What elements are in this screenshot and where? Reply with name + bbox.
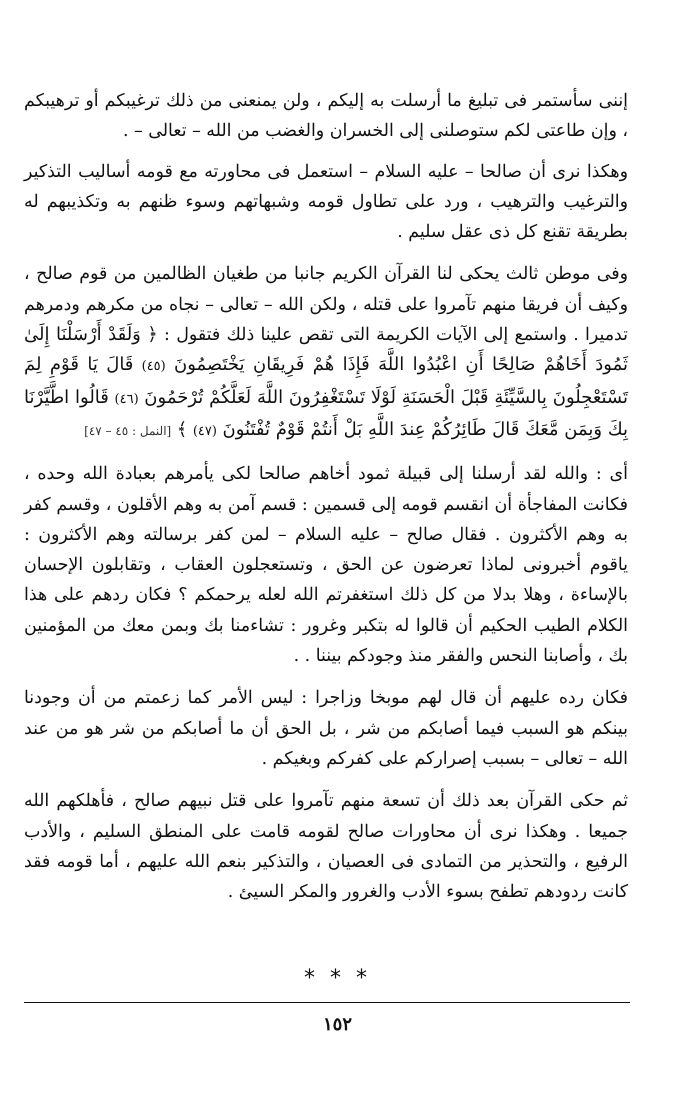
paragraph-6: ثم حكى القرآن بعد ذلك أن تسعة منهم تآمروا على قتل نبيهم صالح ، فأهلكهم الله جميعا . وهكذا نرى أن محاورات صالح لقومه قامت على المنطق السليم ، والأدب الرفيع ، والتحذير من التمادى فى العصيان ، والتذكير بنعم الله عليهم ، أما قومه فقد كانت ردودهم تطفح بسوء الأدب والغرور والمكر السيئ . bbox=[24, 791, 628, 903]
footer-rule bbox=[24, 1002, 630, 1003]
paragraph-4: أى : والله لقد أرسلنا إلى قبيلة ثمود أخاهم صالحا لكى يأمرهم بعبادة الله وحده ، فكانت المفاجأة أن انقسم قومه إلى قسمين : قسم آمن به وهم الأقلون ، وقسم كفر به وهم الأكثرون . فقال صالح – عليه السلام – لمن كفر برسالته وهم الأكثرون : ياقوم أخبرونى لماذا تعرضون عن الحق ، وتستعجلون العقاب ، وتقابلون الإحسان بالإساءة ، وهلا بدلا من كل ذلك استغفرتم الله لعله يرحمكم ؟ فكان ردهم على هذا الكلام الطيب الحكيم أن قالوا له بتكبر وغرور : تشاءمنا بك وبمن معك من المؤمنين بك ، وأصابنا النحس والفقر منذ وجودكم بيننا . . bbox=[24, 464, 628, 667]
paragraph-5: فكان رده عليهم أن قال لهم موبخا وزاجرا : ليس الأمر كما زعمتم من أن وجودنا بينكم هو السبب فيما أصابكم من شر ، بل الحق أن ما أصابكم من شر هو من عند الله – تعالى – بسبب إصراركم على كفركم وبغيكم . bbox=[24, 688, 628, 769]
paragraph-1: إننى سأستمر فى تبليغ ما أرسلت به إليكم ، ولن يمنعنى من ذلك ترغيبكم أو ترهيبكم ، وإن طاعتى لكم ستوصلنى إلى الخسران والغضب من الله – تعالى – . bbox=[24, 91, 628, 142]
ayah-number-47: (٤٧) bbox=[192, 423, 217, 439]
paragraph-3-text: وفى موطن ثالث يحكى لنا القرآن الكريم جانبا من طغيان الظالمين من قوم صالح ، وكيف أن فريقا منهم تآمروا على قتله ، ولكن الله – تعالى – نجاه من مكرهم ودمرهم تدميرا . واستمع إلى الآيات الكريمة التى تقص علينا ذلك فتقول : bbox=[24, 264, 628, 346]
quran-open-bracket: ﴿ bbox=[147, 324, 158, 346]
ayah-number-46: (٤٦) bbox=[114, 391, 139, 407]
page-number: ١٥٢ bbox=[322, 1014, 352, 1035]
quran-verse-46: قَالَ يَا قَوْمِ لِمَ تَسْتَعْجِلُونَ بِالسَّيِّئَةِ قَبْلَ الْحَسَنَةِ لَوْلَا تَسْتَغْفِرُونَ اللَّهَ لَعَلَّكُمْ تُرْحَمُونَ bbox=[24, 354, 628, 408]
quran-verse-47: قَالُوا اطَّيَّرْنَا بِكَ وَبِمَن مَّعَكَ قَالَ طَائِرُكُمْ عِندَ اللَّهِ بَلْ أَنتُمْ قَوْمٌ تُفْتَنُونَ bbox=[24, 386, 628, 440]
quran-verse-45: وَلَقَدْ أَرْسَلْنَا إِلَىٰ ثَمُودَ أَخَاهُمْ صَالِحًا أَنِ اعْبُدُوا اللَّهَ فَإِذَا هُمْ فَرِيقَانِ يَخْتَصِمُونَ bbox=[24, 324, 628, 376]
ayah-number-45: (٤٥) bbox=[141, 359, 166, 375]
section-separator: * * * bbox=[304, 966, 371, 991]
surah-reference: [النمل : ٤٥ – ٤٧] bbox=[84, 423, 172, 438]
quran-close-bracket: ﴾ bbox=[176, 418, 188, 440]
paragraph-2: وهكذا نرى أن صالحا – عليه السلام – استعمل فى محاورته مع قومه أساليب التذكير والترغيب والترهيب ، ورد على تطاول قومه وشبهاتهم وسوء ظنهم به وتكذيبهم له بطريقة تقنع كل ذى عقل سليم . bbox=[24, 161, 628, 243]
paragraph-3 bbox=[24, 259, 628, 447]
body-text bbox=[24, 86, 628, 919]
